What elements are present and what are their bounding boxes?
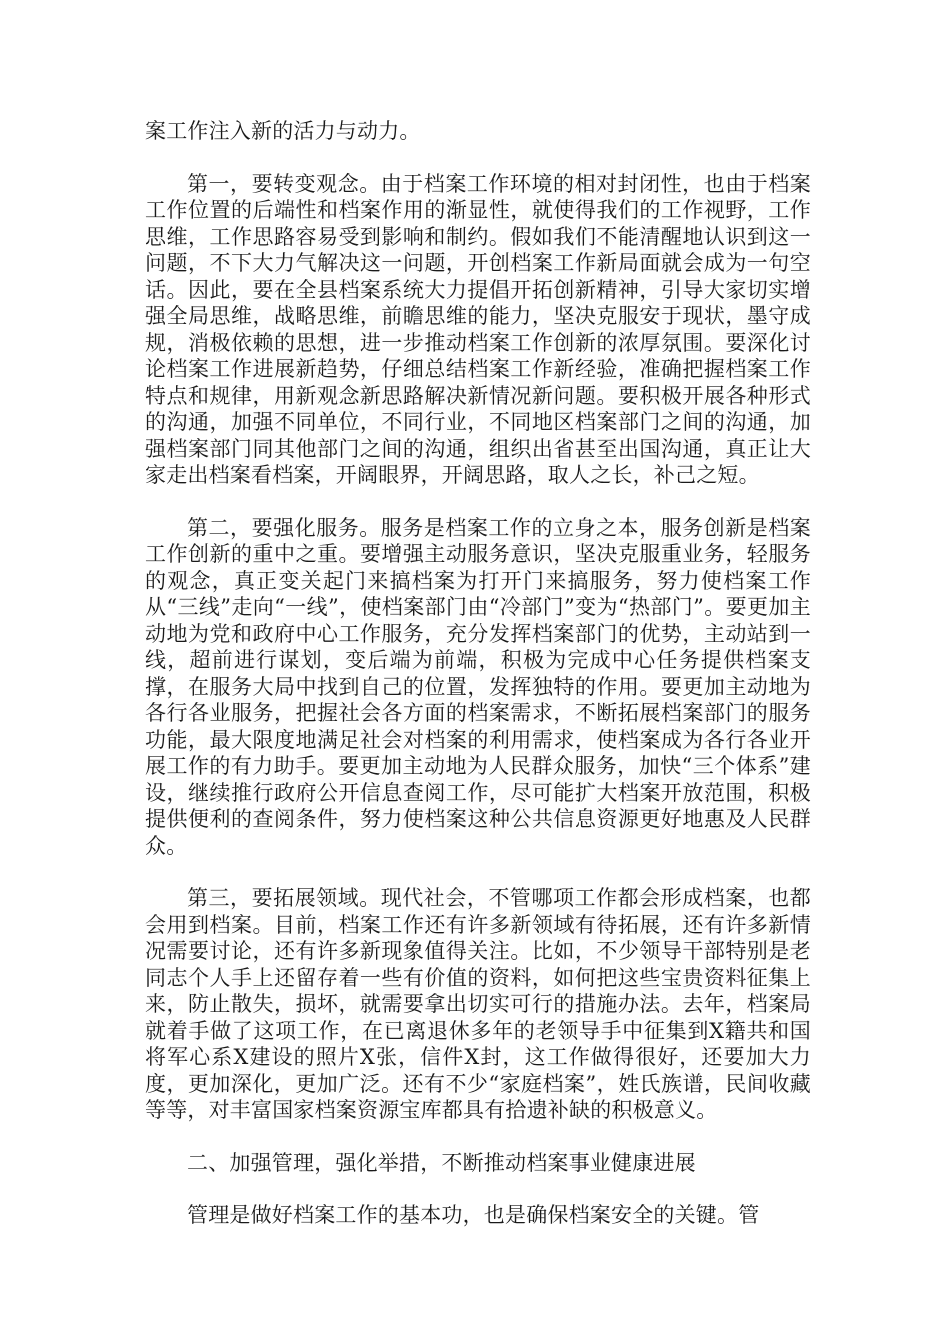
paragraph-continuation: 案工作注入新的活力与动力。	[145, 119, 421, 143]
paragraph-expand-fields: 第三，要拓展领域。现代社会，不管哪项工作都会形成档案，也都会用到档案。目前，档案工作还有许多新领域有待拓展，还有许多新情况需要讨论，还有许多新现象值得关注。比如，不少领导干部特别是老同志个人手上还留存着一些有价值的资料，如何把这些宝贵资料征集上来，防止散失，损坏，就需要拿出切实可行的措施办法。去年，档案局就着手做了这项工作，在已离退休多年的老领导手中征集到X籍共和国将军心系X建设的照片X张，信件X封，这工作做得很好，还要加大力度，更加深化，更加广泛。还有不少“家庭档案”，姓氏族谱，民间收藏等等，对丰富国家档案资源宝库都具有拾遗补缺的积极意义。	[145, 886, 811, 1122]
paragraph-strengthen-service: 第二，要强化服务。服务是档案工作的立身之本，服务创新是档案工作创新的重中之重。要增强主动服务意识，坚决克服重业务，轻服务的观念，真正变关起门来搞档案为打开门来搞服务，努力使档案工作从“三线”走向“一线”，使档案部门由“冷部门”变为“热部门”。要更加主动地为党和政府中心工作服务，充分发挥档案部门的优势，主动站到一线，超前进行谋划，变后端为前端，积极为完成中心任务提供档案支撑，在服务大局中找到自己的位置，发挥独特的作用。要更加主动地为各行各业服务，把握社会各方面的档案需求，不断拓展档案部门的服务功能，最大限度地满足社会对档案的利用需求，使档案成为各行各业开展工作的有力助手。要更加主动地为人民群众服务，加快“三个体系”建设，继续推行政府公开信息查阅工作，尽可能扩大档案开放范围，积极提供便利的查阅条件，努力使档案这种公共信息资源更好地惠及人民群众。	[145, 515, 811, 858]
section-heading-management: 二、加强管理，强化举措，不断推动档案事业健康进展	[187, 1150, 696, 1175]
paragraph-change-concepts: 第一，要转变观念。由于档案工作环境的相对封闭性，也由于档案工作位置的后端性和档案作用的渐显性，就使得我们的工作视野，工作思维，工作思路容易受到影响和制约。假如我们不能清醒地认识到这一问题，不下大力气解决这一问题，开创档案工作新局面就会成为一句空话。因此，要在全县档案系统大力提倡开拓创新精神，引导大家切实增强全局思维，战略思维，前瞻思维的能力，坚决克服安于现状，墨守成规，消极依赖的思想，进一步推动档案工作创新的浓厚氛围。要深化讨论档案工作进展新趋势，仔细总结档案工作新经验，准确把握档案工作特点和规律，用新观念新思路解决新情况新问题。要积极开展各种形式的沟通，加强不同单位，不同行业，不同地区档案部门之间的沟通，加强档案部门同其他部门之间的沟通，组织出省甚至出国沟通，真正让大家走出档案看档案，开阔眼界，开阔思路，取人之长，补己之短。	[145, 171, 811, 487]
paragraph-management-intro: 管理是做好档案工作的基本功，也是确保档案安全的关键。管	[187, 1203, 760, 1227]
document-page	[145, 118, 811, 1255]
